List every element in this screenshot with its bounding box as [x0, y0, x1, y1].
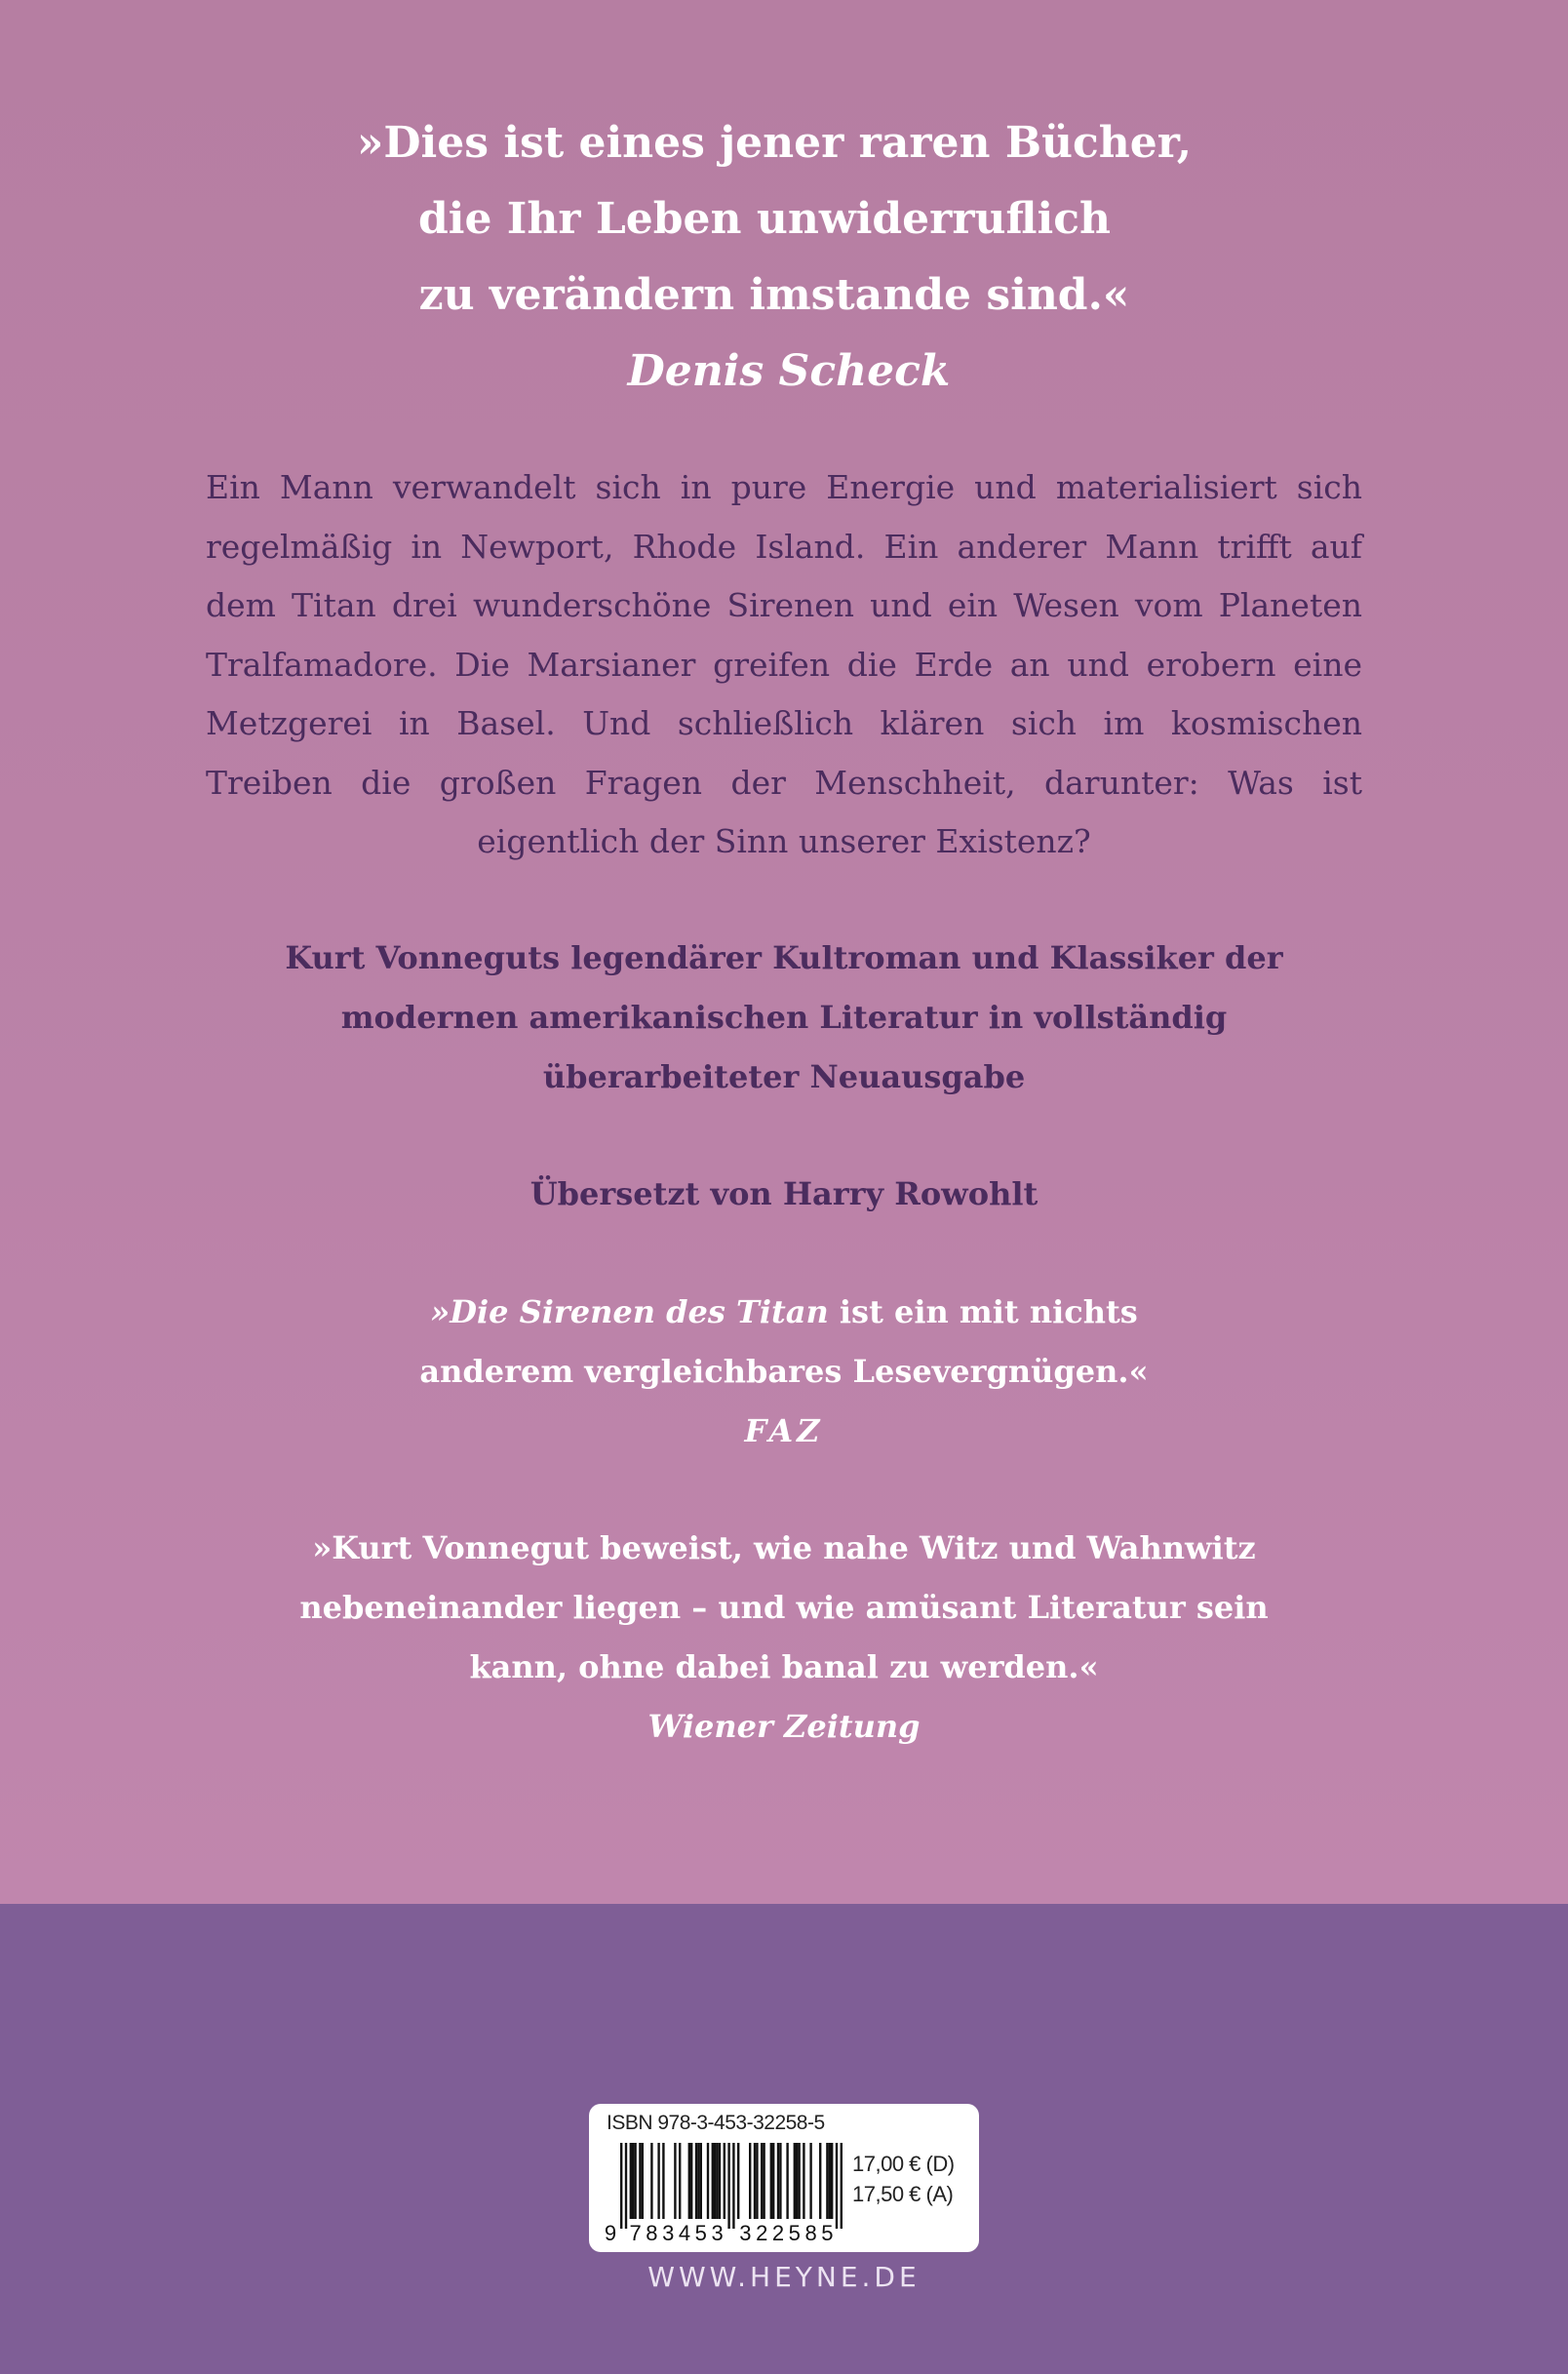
barcode-label [589, 2104, 979, 2252]
barcode-icon [603, 2143, 846, 2246]
barcode-digit: 3 [739, 2221, 752, 2245]
quote-author: Wiener Zeitung [647, 1708, 921, 1745]
barcode-bar [763, 2143, 764, 2219]
barcode-digit: 5 [821, 2221, 834, 2245]
barcode-bar [727, 2143, 729, 2229]
price-austria: 17,50 € (A) [852, 2182, 954, 2206]
blurb-paragraph: Ein Mann verwandelt sich in pure Energie und materialisiert sich regelmäßig in Newport, Rhode Island. Ein anderer Mann trifft auf dem Titan drei wunderschöne Sirenen und ein Wesen vom Planeten Tralfamadore. Die Marsianer greifen die Erde an und erobern eine Metzgerei in Basel. Und schließlich klären sich im kosmischen Treiben die großen Fragen der Menschheit, darunter: Was ist eigentlich der Sinn unserer Existenz? [206, 468, 1362, 860]
quote-line: die Ihr Leben unwiderruflich [417, 194, 1112, 244]
barcode-bar [724, 2143, 725, 2219]
barcode-digit: 8 [646, 2221, 658, 2245]
quote-wiener-zeitung [0, 1519, 1568, 1757]
quote-faz [0, 1283, 1568, 1461]
barcode-bar [707, 2143, 709, 2219]
barcode-bar [632, 2143, 634, 2219]
barcode-digit: 2 [771, 2221, 785, 2245]
barcode-bar [737, 2143, 739, 2219]
barcode-bar [642, 2143, 644, 2219]
tagline-line: Kurt Vonneguts legendärer Kultroman und Klassiker der [285, 939, 1283, 976]
barcode-bar [688, 2143, 690, 2219]
prices [852, 2149, 955, 2209]
barcode-bar [772, 2143, 774, 2219]
barcode-digit: 3 [662, 2221, 675, 2245]
barcode-digit: 2 [756, 2221, 768, 2245]
isbn-text: ISBN 978-3-453-32258-5 [607, 2112, 825, 2134]
barcode-bar [732, 2143, 734, 2229]
barcode-bar [796, 2143, 798, 2219]
barcode-bar [625, 2143, 627, 2229]
barcode-digit: 8 [804, 2221, 817, 2245]
quote-line: zu verändern imstande sind.« [418, 270, 1130, 320]
barcode-bar [650, 2143, 652, 2219]
quote-line: kann, ohne dabei banal zu werden.« [469, 1648, 1099, 1685]
barcode-bar [714, 2143, 716, 2219]
barcode-bar [712, 2143, 714, 2219]
publisher-website[interactable]: WWW.HEYNE.DE [647, 2261, 921, 2293]
barcode-bar [657, 2143, 659, 2219]
barcode-bar [679, 2143, 681, 2219]
barcode-digit: 7 [629, 2221, 642, 2245]
barcode-bar [803, 2143, 804, 2219]
barcode-bar [761, 2143, 763, 2219]
barcode-bar [630, 2143, 632, 2219]
tagline [0, 929, 1568, 1107]
quote-text: ist ein mit nichts [828, 1293, 1138, 1330]
barcode-digit: 5 [694, 2221, 707, 2245]
barcode-bar [639, 2143, 641, 2219]
barcode-digit: 9 [604, 2221, 617, 2245]
barcode-digit: 5 [788, 2221, 801, 2245]
quote-author: Denis Scheck [627, 346, 951, 396]
tagline-line: modernen amerikanischen Literatur in vollständig [340, 999, 1228, 1036]
barcode-bar [779, 2143, 781, 2219]
barcode-bar [620, 2143, 622, 2229]
barcode-bar [695, 2143, 697, 2219]
barcode-bar [770, 2143, 772, 2219]
barcode-bar [777, 2143, 779, 2219]
barcode-bar [716, 2143, 718, 2219]
barcode-bar [662, 2143, 664, 2219]
quote-author: FAZ [744, 1412, 824, 1449]
barcode-bar [829, 2143, 831, 2219]
barcode-bar [674, 2143, 676, 2219]
quote-line [0, 1283, 1568, 1342]
barcode-bar [756, 2143, 758, 2219]
barcode-bar [786, 2143, 788, 2219]
quote-denis-scheck [0, 105, 1568, 410]
book-title: »Die Sirenen des Titan [430, 1293, 829, 1330]
translator-credit: Übersetzt von Harry Rowohlt [529, 1175, 1039, 1212]
barcode-bar [836, 2143, 838, 2229]
quote-line: »Kurt Vonnegut beweist, wie nahe Witz und Wahnwitz [312, 1529, 1256, 1566]
barcode-bar [831, 2143, 833, 2219]
barcode-bar [690, 2143, 692, 2219]
barcode-bar [794, 2143, 796, 2219]
barcode-bar [826, 2143, 828, 2219]
quote-line: »Dies ist eines jener raren Bücher, [356, 118, 1193, 168]
tagline-line: überarbeiteter Neuausgabe [542, 1058, 1026, 1095]
barcode-bar [841, 2143, 843, 2229]
barcode-bar [719, 2143, 721, 2219]
quote-line: nebeneinander liegen – und wie amüsant Literatur sein [299, 1589, 1269, 1626]
barcode-bar [754, 2143, 756, 2219]
price-germany: 17,00 € (D) [852, 2152, 955, 2176]
barcode-bar [798, 2143, 800, 2219]
barcode-bar [819, 2143, 821, 2219]
quote-line: anderem vergleichbares Lesevergnügen.« [419, 1353, 1149, 1390]
barcode-digit: 3 [711, 2221, 724, 2245]
barcode-bar [697, 2143, 699, 2219]
barcode-bar [700, 2143, 702, 2219]
barcode-bar [809, 2143, 811, 2219]
barcode-bar [749, 2143, 751, 2219]
barcode-digit: 4 [678, 2221, 691, 2245]
barcode-bar [634, 2143, 636, 2219]
